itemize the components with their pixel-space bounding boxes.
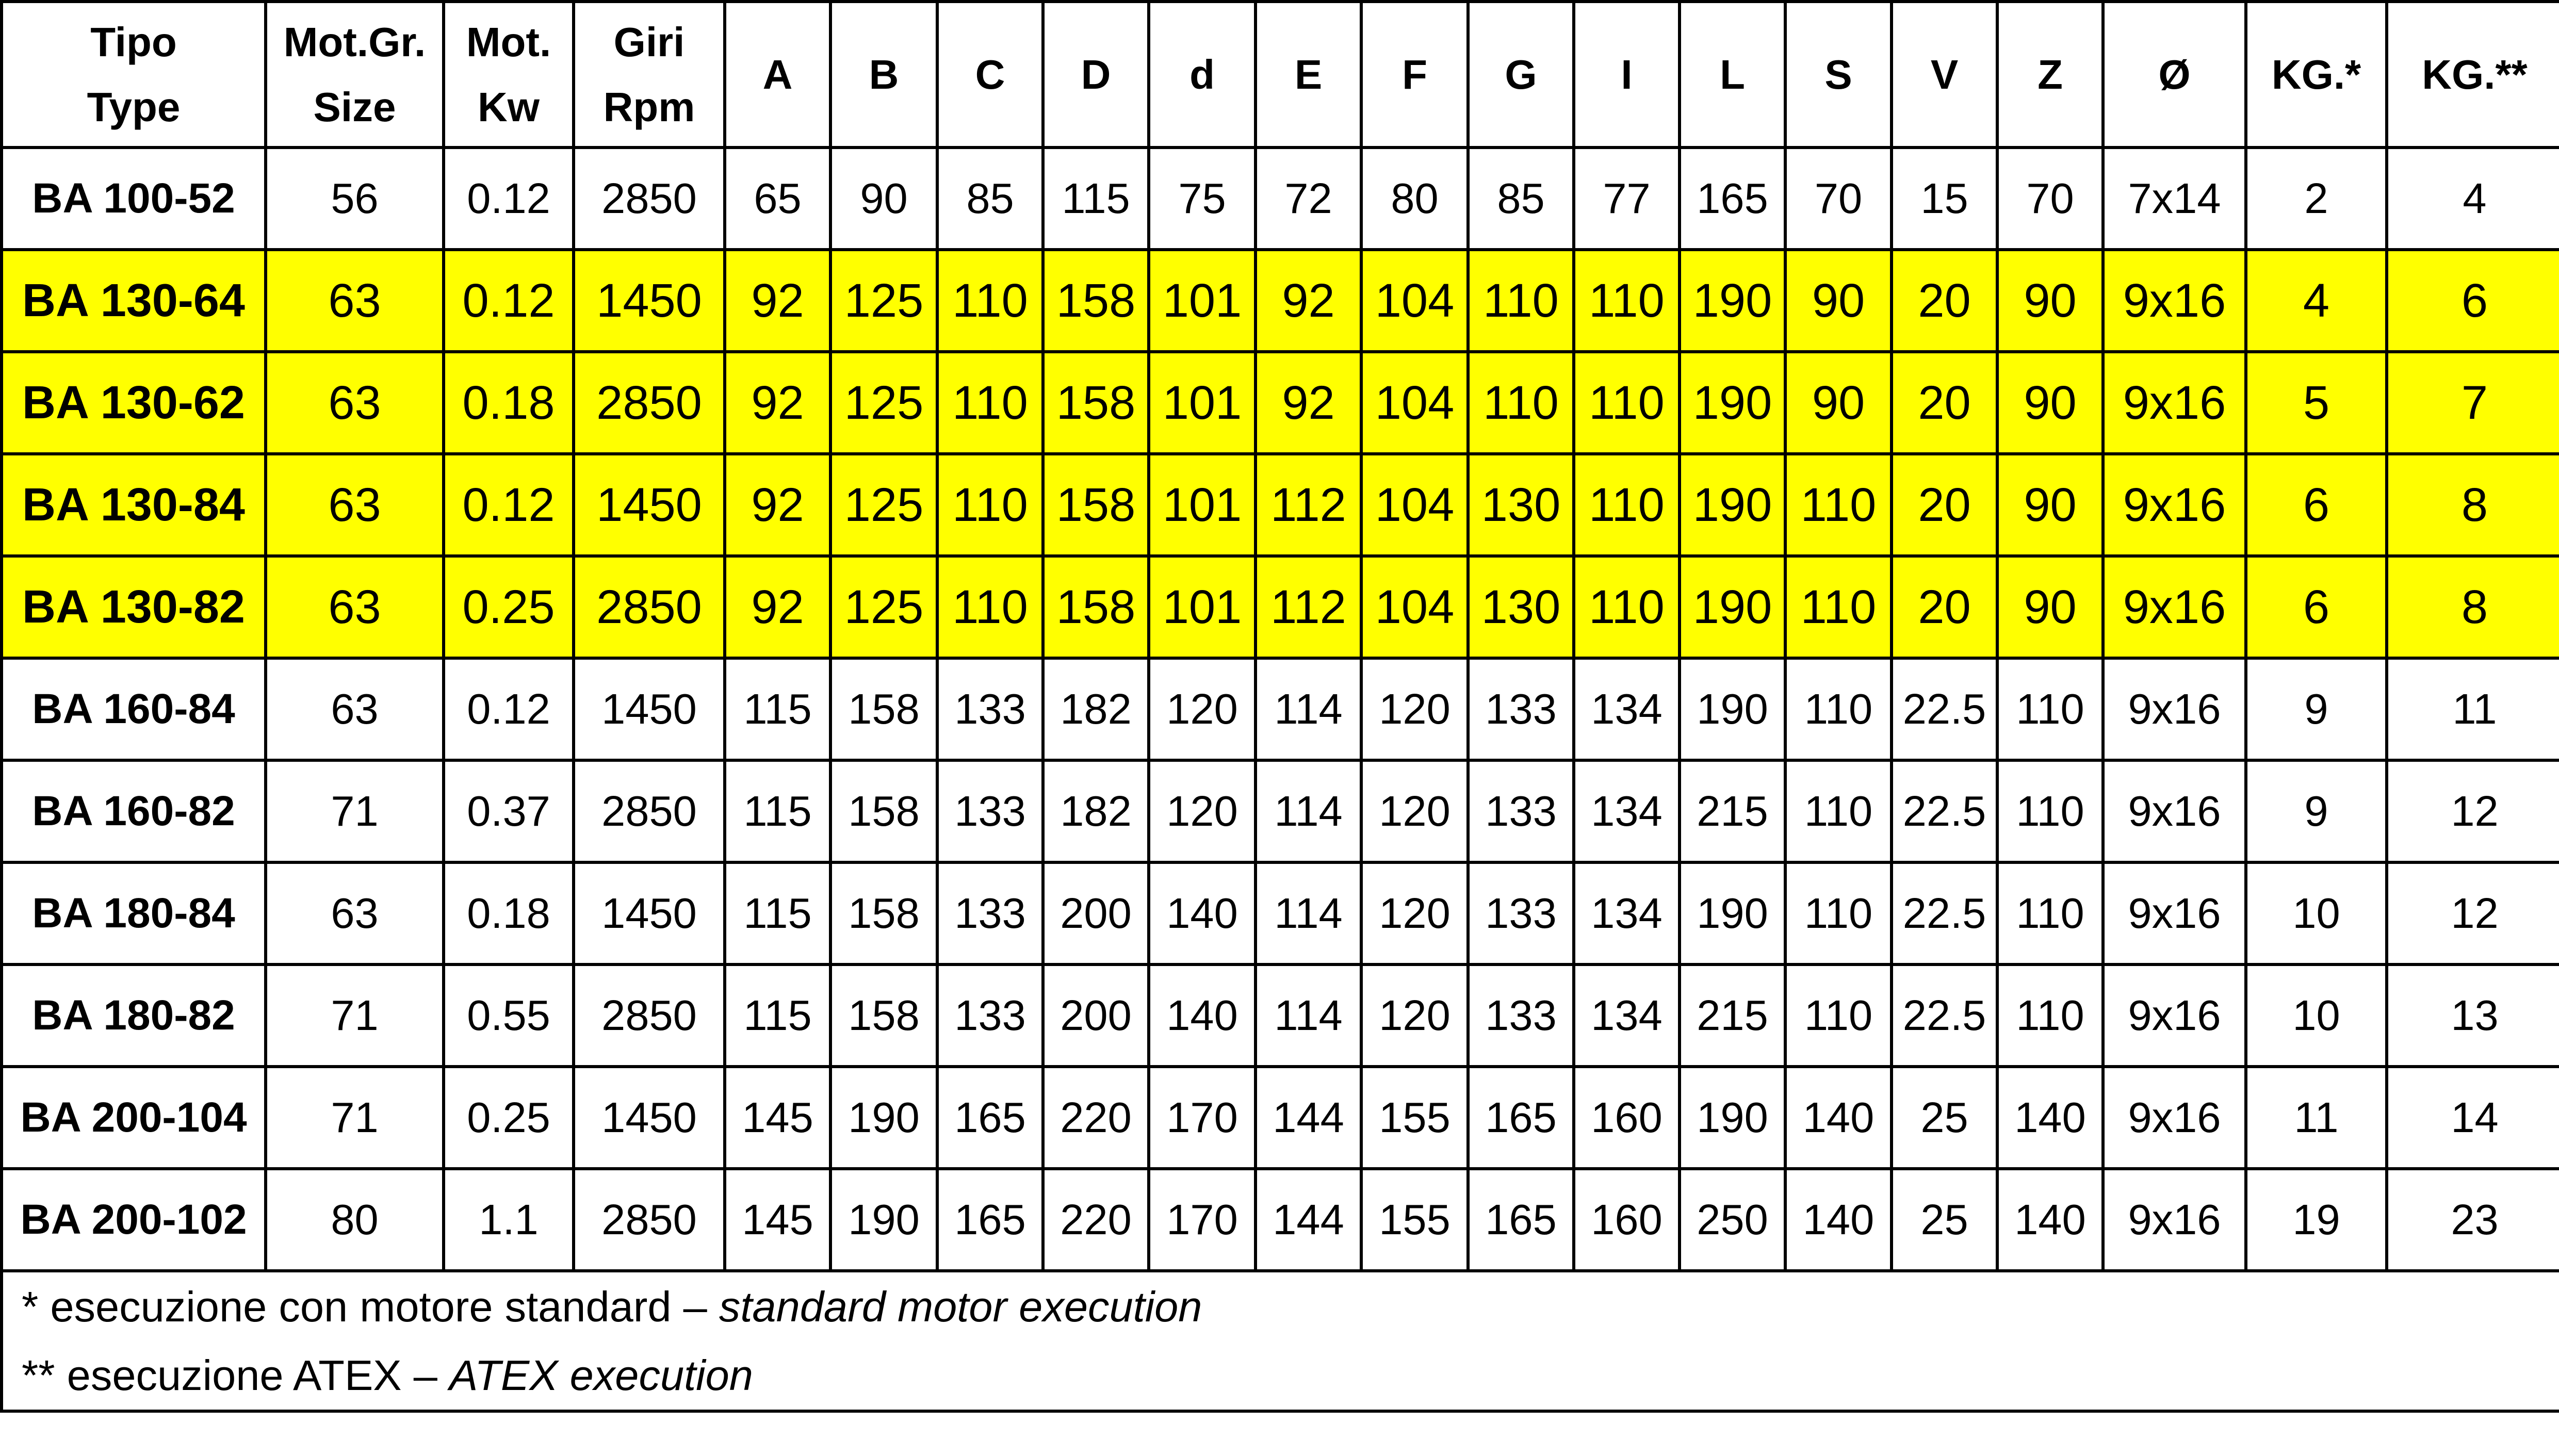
value-cell: 71 — [266, 1067, 444, 1169]
value-cell: 140 — [1997, 1169, 2103, 1271]
header-label: Mot. — [466, 19, 551, 65]
value-cell: 0.12 — [444, 658, 574, 760]
value-cell: 9x16 — [2103, 964, 2246, 1067]
value-cell: 22.5 — [1892, 964, 1997, 1067]
value-cell: 90 — [1997, 250, 2103, 352]
type-cell: BA 200-102 — [2, 1169, 266, 1271]
value-cell: 133 — [1468, 964, 1574, 1067]
header-label: D — [1081, 51, 1111, 97]
value-cell: 90 — [1785, 352, 1892, 454]
header-mot-gr-size — [266, 2, 444, 148]
value-cell: 63 — [266, 352, 444, 454]
value-cell: 158 — [830, 658, 937, 760]
header-label: C — [975, 51, 1005, 97]
header-a — [725, 2, 830, 148]
value-cell: 145 — [725, 1067, 830, 1169]
header-giri-rpm — [574, 2, 725, 148]
header-label: S — [1824, 51, 1852, 97]
value-cell: 190 — [1680, 454, 1785, 556]
header-diameter — [2103, 2, 2246, 148]
value-cell: 158 — [830, 760, 937, 862]
header-label: Type — [87, 84, 181, 130]
value-cell: 80 — [266, 1169, 444, 1271]
value-cell: 114 — [1256, 964, 1361, 1067]
value-cell: 115 — [725, 862, 830, 964]
value-cell: 190 — [1680, 1067, 1785, 1169]
value-cell: 190 — [1680, 556, 1785, 658]
value-cell: 125 — [830, 352, 937, 454]
type-cell: BA 200-104 — [2, 1067, 266, 1169]
header-label: Ø — [2158, 51, 2191, 97]
value-cell: 63 — [266, 556, 444, 658]
value-cell: 1.1 — [444, 1169, 574, 1271]
value-cell: 200 — [1043, 964, 1149, 1067]
value-cell: 133 — [1468, 760, 1574, 862]
value-cell: 6 — [2246, 556, 2387, 658]
value-cell: 85 — [937, 148, 1043, 250]
header-label: Rpm — [603, 84, 695, 130]
table-row — [2, 658, 2559, 760]
notes-row — [2, 1271, 2559, 1411]
value-cell: 90 — [830, 148, 937, 250]
header-g — [1468, 2, 1574, 148]
value-cell: 215 — [1680, 760, 1785, 862]
value-cell: 120 — [1361, 760, 1468, 862]
value-cell: 120 — [1361, 862, 1468, 964]
value-cell: 134 — [1574, 964, 1680, 1067]
value-cell: 104 — [1361, 352, 1468, 454]
value-cell: 63 — [266, 454, 444, 556]
value-cell: 114 — [1256, 760, 1361, 862]
value-cell: 0.37 — [444, 760, 574, 862]
type-cell: BA 130-64 — [2, 250, 266, 352]
value-cell: 11 — [2246, 1067, 2387, 1169]
value-cell: 70 — [1997, 148, 2103, 250]
value-cell: 110 — [937, 250, 1043, 352]
table-row — [2, 556, 2559, 658]
value-cell: 9x16 — [2103, 658, 2246, 760]
footnote-text: ** esecuzione ATEX – — [22, 1351, 449, 1399]
value-cell: 10 — [2246, 964, 2387, 1067]
value-cell: 133 — [1468, 862, 1574, 964]
table-row — [2, 964, 2559, 1067]
header-d — [1043, 2, 1149, 148]
value-cell: 85 — [1468, 148, 1574, 250]
value-cell: 110 — [1785, 862, 1892, 964]
value-cell: 5 — [2246, 352, 2387, 454]
value-cell: 90 — [1785, 250, 1892, 352]
table-row — [2, 250, 2559, 352]
value-cell: 2850 — [574, 964, 725, 1067]
value-cell: 115 — [725, 658, 830, 760]
table-row — [2, 862, 2559, 964]
value-cell: 22.5 — [1892, 658, 1997, 760]
value-cell: 1450 — [574, 250, 725, 352]
value-cell: 170 — [1149, 1169, 1256, 1271]
footnotes — [2, 1271, 2559, 1411]
header-label: Size — [313, 84, 396, 130]
value-cell: 155 — [1361, 1169, 1468, 1271]
value-cell: 9 — [2246, 760, 2387, 862]
value-cell: 250 — [1680, 1169, 1785, 1271]
value-cell: 63 — [266, 658, 444, 760]
header-label: KG.** — [2422, 51, 2528, 97]
value-cell: 110 — [1574, 352, 1680, 454]
value-cell: 4 — [2387, 148, 2559, 250]
value-cell: 25 — [1892, 1067, 1997, 1169]
value-cell: 9x16 — [2103, 250, 2246, 352]
value-cell: 190 — [830, 1169, 937, 1271]
value-cell: 12 — [2387, 760, 2559, 862]
value-cell: 120 — [1149, 658, 1256, 760]
value-cell: 112 — [1256, 454, 1361, 556]
value-cell: 8 — [2387, 454, 2559, 556]
value-cell: 160 — [1574, 1169, 1680, 1271]
header-d — [1149, 2, 1256, 148]
value-cell: 104 — [1361, 556, 1468, 658]
value-cell: 112 — [1256, 556, 1361, 658]
value-cell: 9x16 — [2103, 760, 2246, 862]
value-cell: 158 — [1043, 352, 1149, 454]
value-cell: 190 — [1680, 352, 1785, 454]
value-cell: 134 — [1574, 862, 1680, 964]
value-cell: 92 — [725, 556, 830, 658]
value-cell: 110 — [1574, 454, 1680, 556]
value-cell: 120 — [1361, 658, 1468, 760]
header-tipo-type — [2, 2, 266, 148]
value-cell: 101 — [1149, 250, 1256, 352]
value-cell: 2850 — [574, 148, 725, 250]
value-cell: 165 — [1468, 1169, 1574, 1271]
value-cell: 220 — [1043, 1067, 1149, 1169]
value-cell: 110 — [1997, 658, 2103, 760]
header-c — [937, 2, 1043, 148]
value-cell: 63 — [266, 862, 444, 964]
type-cell: BA 130-62 — [2, 352, 266, 454]
header-row — [2, 2, 2559, 148]
value-cell: 0.25 — [444, 1067, 574, 1169]
value-cell: 9x16 — [2103, 454, 2246, 556]
value-cell: 1450 — [574, 454, 725, 556]
value-cell: 1450 — [574, 862, 725, 964]
header-label: F — [1402, 51, 1427, 97]
value-cell: 101 — [1149, 556, 1256, 658]
value-cell: 2850 — [574, 760, 725, 862]
value-cell: 7 — [2387, 352, 2559, 454]
header-i — [1574, 2, 1680, 148]
value-cell: 4 — [2246, 250, 2387, 352]
value-cell: 71 — [266, 964, 444, 1067]
value-cell: 22.5 — [1892, 862, 1997, 964]
value-cell: 75 — [1149, 148, 1256, 250]
value-cell: 110 — [1468, 352, 1574, 454]
header-mot-kw — [444, 2, 574, 148]
header-e — [1256, 2, 1361, 148]
header-label: d — [1189, 51, 1215, 97]
value-cell: 125 — [830, 556, 937, 658]
value-cell: 90 — [1997, 556, 2103, 658]
table-row — [2, 454, 2559, 556]
header-kg — [2387, 2, 2559, 148]
footnote — [22, 1272, 2559, 1341]
value-cell: 10 — [2246, 862, 2387, 964]
value-cell: 101 — [1149, 454, 1256, 556]
value-cell: 9x16 — [2103, 1067, 2246, 1169]
value-cell: 104 — [1361, 250, 1468, 352]
value-cell: 20 — [1892, 352, 1997, 454]
value-cell: 20 — [1892, 454, 1997, 556]
value-cell: 110 — [1785, 658, 1892, 760]
value-cell: 165 — [1680, 148, 1785, 250]
value-cell: 140 — [1785, 1169, 1892, 1271]
value-cell: 114 — [1256, 658, 1361, 760]
header-b — [830, 2, 937, 148]
header-label: V — [1930, 51, 1959, 97]
header-kg — [2246, 2, 2387, 148]
value-cell: 190 — [1680, 658, 1785, 760]
value-cell: 9x16 — [2103, 352, 2246, 454]
value-cell: 130 — [1468, 556, 1574, 658]
value-cell: 92 — [725, 352, 830, 454]
value-cell: 158 — [830, 862, 937, 964]
value-cell: 19 — [2246, 1169, 2387, 1271]
value-cell: 140 — [1997, 1067, 2103, 1169]
value-cell: 115 — [725, 760, 830, 862]
value-cell: 0.25 — [444, 556, 574, 658]
value-cell: 0.55 — [444, 964, 574, 1067]
value-cell: 155 — [1361, 1067, 1468, 1169]
value-cell: 220 — [1043, 1169, 1149, 1271]
value-cell: 20 — [1892, 556, 1997, 658]
header-l — [1680, 2, 1785, 148]
table-header — [2, 2, 2559, 148]
value-cell: 22.5 — [1892, 760, 1997, 862]
value-cell: 70 — [1785, 148, 1892, 250]
value-cell: 0.12 — [444, 250, 574, 352]
header-label: A — [762, 51, 793, 97]
value-cell: 115 — [725, 964, 830, 1067]
type-cell: BA 160-84 — [2, 658, 266, 760]
type-cell: BA 130-84 — [2, 454, 266, 556]
type-cell: BA 130-82 — [2, 556, 266, 658]
value-cell: 170 — [1149, 1067, 1256, 1169]
value-cell: 20 — [1892, 250, 1997, 352]
value-cell: 133 — [1468, 658, 1574, 760]
value-cell: 25 — [1892, 1169, 1997, 1271]
value-cell: 133 — [937, 760, 1043, 862]
type-cell: BA 100-52 — [2, 148, 266, 250]
value-cell: 13 — [2387, 964, 2559, 1067]
value-cell: 104 — [1361, 454, 1468, 556]
value-cell: 160 — [1574, 1067, 1680, 1169]
value-cell: 125 — [830, 250, 937, 352]
value-cell: 92 — [725, 454, 830, 556]
value-cell: 71 — [266, 760, 444, 862]
type-cell: BA 160-82 — [2, 760, 266, 862]
table-row — [2, 1169, 2559, 1271]
value-cell: 101 — [1149, 352, 1256, 454]
value-cell: 0.18 — [444, 862, 574, 964]
value-cell: 2850 — [574, 556, 725, 658]
value-cell: 165 — [937, 1169, 1043, 1271]
value-cell: 134 — [1574, 658, 1680, 760]
header-z — [1997, 2, 2103, 148]
value-cell: 0.18 — [444, 352, 574, 454]
value-cell: 110 — [937, 454, 1043, 556]
value-cell: 190 — [830, 1067, 937, 1169]
value-cell: 9x16 — [2103, 556, 2246, 658]
value-cell: 134 — [1574, 760, 1680, 862]
value-cell: 92 — [1256, 352, 1361, 454]
value-cell: 215 — [1680, 964, 1785, 1067]
value-cell: 0.12 — [444, 148, 574, 250]
value-cell: 72 — [1256, 148, 1361, 250]
header-f — [1361, 2, 1468, 148]
value-cell: 11 — [2387, 658, 2559, 760]
value-cell: 158 — [830, 964, 937, 1067]
value-cell: 115 — [1043, 148, 1149, 250]
value-cell: 110 — [1574, 250, 1680, 352]
header-s — [1785, 2, 1892, 148]
value-cell: 8 — [2387, 556, 2559, 658]
value-cell: 110 — [1997, 964, 2103, 1067]
value-cell: 9 — [2246, 658, 2387, 760]
header-label: L — [1720, 51, 1745, 97]
value-cell: 110 — [1997, 760, 2103, 862]
header-label: B — [869, 51, 899, 97]
value-cell: 110 — [1574, 556, 1680, 658]
value-cell: 125 — [830, 454, 937, 556]
value-cell: 165 — [1468, 1067, 1574, 1169]
value-cell: 130 — [1468, 454, 1574, 556]
value-cell: 144 — [1256, 1169, 1361, 1271]
value-cell: 110 — [1785, 964, 1892, 1067]
table-row — [2, 352, 2559, 454]
value-cell: 2850 — [574, 352, 725, 454]
value-cell: 0.12 — [444, 454, 574, 556]
value-cell: 140 — [1149, 964, 1256, 1067]
value-cell: 2 — [2246, 148, 2387, 250]
value-cell: 133 — [937, 964, 1043, 1067]
header-v — [1892, 2, 1997, 148]
value-cell: 110 — [1785, 760, 1892, 862]
value-cell: 110 — [937, 556, 1043, 658]
value-cell: 1450 — [574, 1067, 725, 1169]
value-cell: 140 — [1149, 862, 1256, 964]
value-cell: 14 — [2387, 1067, 2559, 1169]
header-label: I — [1621, 51, 1633, 97]
value-cell: 63 — [266, 250, 444, 352]
value-cell: 6 — [2387, 250, 2559, 352]
value-cell: 90 — [1997, 352, 2103, 454]
value-cell: 9x16 — [2103, 1169, 2246, 1271]
value-cell: 158 — [1043, 250, 1149, 352]
header-label: Mot.Gr. — [283, 19, 426, 65]
value-cell: 190 — [1680, 862, 1785, 964]
value-cell: 6 — [2246, 454, 2387, 556]
type-cell: BA 180-84 — [2, 862, 266, 964]
footnote-text: * esecuzione con motore standard – — [22, 1283, 719, 1331]
value-cell: 120 — [1149, 760, 1256, 862]
value-cell: 145 — [725, 1169, 830, 1271]
value-cell: 140 — [1785, 1067, 1892, 1169]
value-cell: 110 — [937, 352, 1043, 454]
value-cell: 23 — [2387, 1169, 2559, 1271]
value-cell: 65 — [725, 148, 830, 250]
value-cell: 56 — [266, 148, 444, 250]
value-cell: 158 — [1043, 454, 1149, 556]
table-row — [2, 1067, 2559, 1169]
value-cell: 9x16 — [2103, 862, 2246, 964]
value-cell: 182 — [1043, 658, 1149, 760]
value-cell: 92 — [1256, 250, 1361, 352]
footnote-translation: ATEX execution — [449, 1351, 753, 1399]
table-body — [2, 148, 2559, 1411]
header-label: G — [1505, 51, 1537, 97]
value-cell: 144 — [1256, 1067, 1361, 1169]
value-cell: 165 — [937, 1067, 1043, 1169]
value-cell: 133 — [937, 658, 1043, 760]
value-cell: 120 — [1361, 964, 1468, 1067]
header-label: Z — [2038, 51, 2063, 97]
value-cell: 133 — [937, 862, 1043, 964]
header-label: E — [1294, 51, 1323, 97]
value-cell: 110 — [1997, 862, 2103, 964]
value-cell: 1450 — [574, 658, 725, 760]
value-cell: 114 — [1256, 862, 1361, 964]
value-cell: 92 — [725, 250, 830, 352]
type-cell: BA 180-82 — [2, 964, 266, 1067]
value-cell: 182 — [1043, 760, 1149, 862]
value-cell: 77 — [1574, 148, 1680, 250]
value-cell: 15 — [1892, 148, 1997, 250]
value-cell: 12 — [2387, 862, 2559, 964]
footnote — [22, 1341, 2559, 1410]
value-cell: 80 — [1361, 148, 1468, 250]
value-cell: 7x14 — [2103, 148, 2246, 250]
value-cell: 110 — [1785, 454, 1892, 556]
header-label: KG.* — [2271, 51, 2361, 97]
value-cell: 200 — [1043, 862, 1149, 964]
value-cell: 2850 — [574, 1169, 725, 1271]
table-row — [2, 148, 2559, 250]
table-row — [2, 760, 2559, 862]
value-cell: 110 — [1785, 556, 1892, 658]
header-label: Giri — [613, 19, 685, 65]
header-label: Tipo — [90, 19, 177, 65]
header-label: Kw — [478, 84, 540, 130]
value-cell: 158 — [1043, 556, 1149, 658]
value-cell: 190 — [1680, 250, 1785, 352]
footnote-translation: standard motor execution — [719, 1283, 1202, 1331]
value-cell: 110 — [1468, 250, 1574, 352]
value-cell: 90 — [1997, 454, 2103, 556]
